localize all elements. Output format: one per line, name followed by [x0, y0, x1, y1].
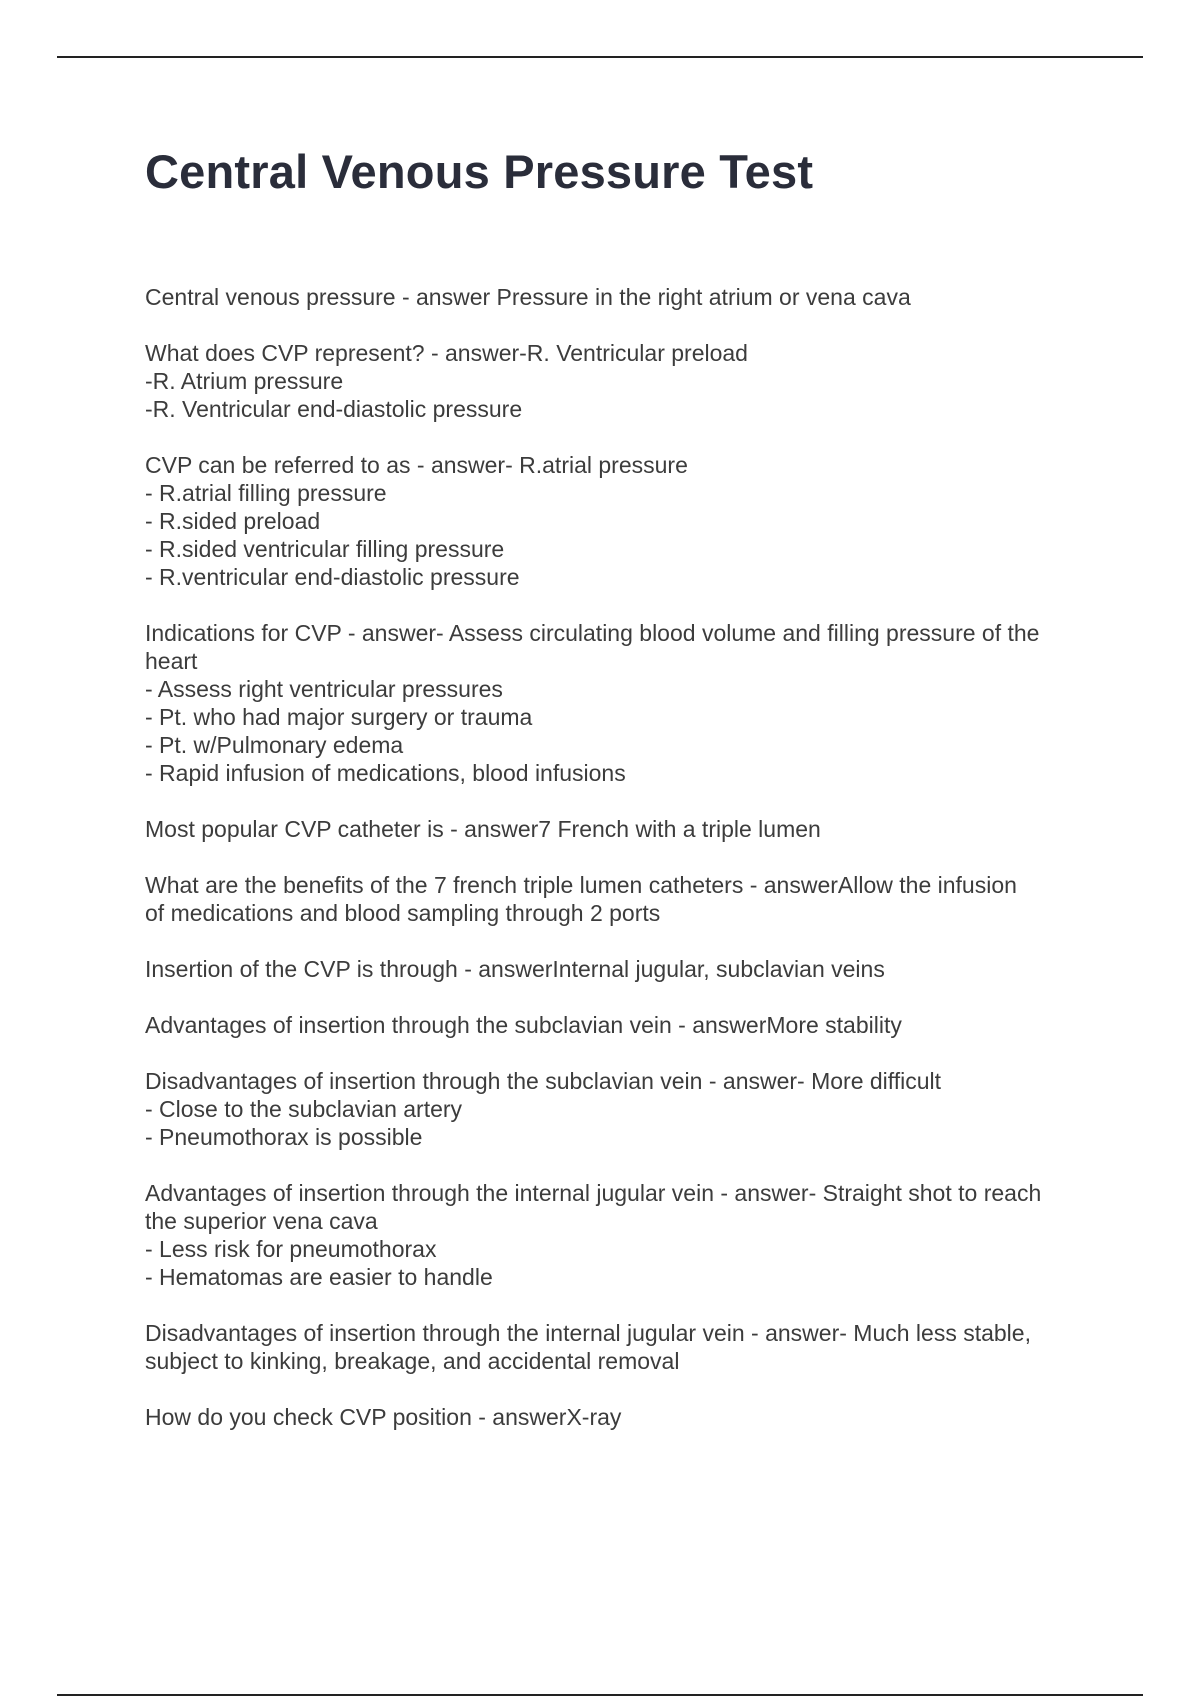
qa-text-line: Indications for CVP - answer- Assess circulating blood volume and filling pressure of the	[145, 620, 1040, 646]
qa-text-line: - R.ventricular end-diastolic pressure	[145, 564, 520, 590]
qa-text-line: - Less risk for pneumothorax	[145, 1236, 437, 1262]
qa-item	[145, 283, 1095, 311]
qa-text-line: What are the benefits of the 7 french triple lumen catheters - answerAllow the infusion	[145, 872, 1017, 898]
qa-text-line: - Pt. who had major surgery or trauma	[145, 704, 533, 730]
qa-text-line: the superior vena cava	[145, 1208, 378, 1234]
qa-text-line: Disadvantages of insertion through the internal jugular vein - answer- Much less stable,	[145, 1320, 1031, 1346]
qa-item	[145, 339, 1095, 423]
top-divider	[57, 56, 1143, 58]
qa-text-line: - Pt. w/Pulmonary edema	[145, 732, 404, 758]
qa-item	[145, 619, 1095, 787]
qa-text-line: - Close to the subclavian artery	[145, 1096, 463, 1122]
qa-text-line: What does CVP represent? - answer-R. Ventricular preload	[145, 340, 748, 366]
qa-text-line: Disadvantages of insertion through the subclavian vein - answer- More difficult	[145, 1068, 942, 1094]
qa-text-line: -R. Atrium pressure	[145, 368, 344, 394]
qa-text-line: - R.sided ventricular filling pressure	[145, 536, 505, 562]
qa-text-line: of medications and blood sampling through 2 ports	[145, 900, 661, 926]
qa-text-line: -R. Ventricular end-diastolic pressure	[145, 396, 523, 422]
qa-item	[145, 1179, 1095, 1291]
qa-item	[145, 1319, 1095, 1375]
qa-item	[145, 1011, 1095, 1039]
qa-text-line: - Assess right ventricular pressures	[145, 676, 503, 702]
qa-text-line: Advantages of insertion through the subclavian vein - answerMore stability	[145, 1012, 902, 1038]
qa-item	[145, 955, 1095, 983]
qa-item	[145, 1403, 1095, 1431]
qa-item	[145, 871, 1095, 927]
document-body	[145, 283, 1095, 1459]
qa-item	[145, 451, 1095, 591]
qa-text-line: Central venous pressure - answer Pressure in the right atrium or vena cava	[145, 284, 911, 310]
qa-text-line: - Pneumothorax is possible	[145, 1124, 423, 1150]
qa-text-line: - R.sided preload	[145, 508, 321, 534]
qa-text-line: How do you check CVP position - answerX-ray	[145, 1404, 622, 1430]
qa-text-line: - R.atrial filling pressure	[145, 480, 387, 506]
qa-text-line: - Rapid infusion of medications, blood infusions	[145, 760, 626, 786]
qa-text-line: - Hematomas are easier to handle	[145, 1264, 493, 1290]
qa-text-line: Insertion of the CVP is through - answerInternal jugular, subclavian veins	[145, 956, 885, 982]
qa-item	[145, 815, 1095, 843]
qa-text-line: CVP can be referred to as - answer- R.atrial pressure	[145, 452, 688, 478]
bottom-divider	[57, 1694, 1143, 1696]
page-title: Central Venous Pressure Test	[145, 145, 814, 198]
qa-text-line: heart	[145, 648, 198, 674]
qa-text-line: Most popular CVP catheter is - answer7 French with a triple lumen	[145, 816, 821, 842]
qa-item	[145, 1067, 1095, 1151]
qa-text-line: Advantages of insertion through the internal jugular vein - answer- Straight shot to reach	[145, 1180, 1042, 1206]
qa-text-line: subject to kinking, breakage, and accidental removal	[145, 1348, 680, 1374]
